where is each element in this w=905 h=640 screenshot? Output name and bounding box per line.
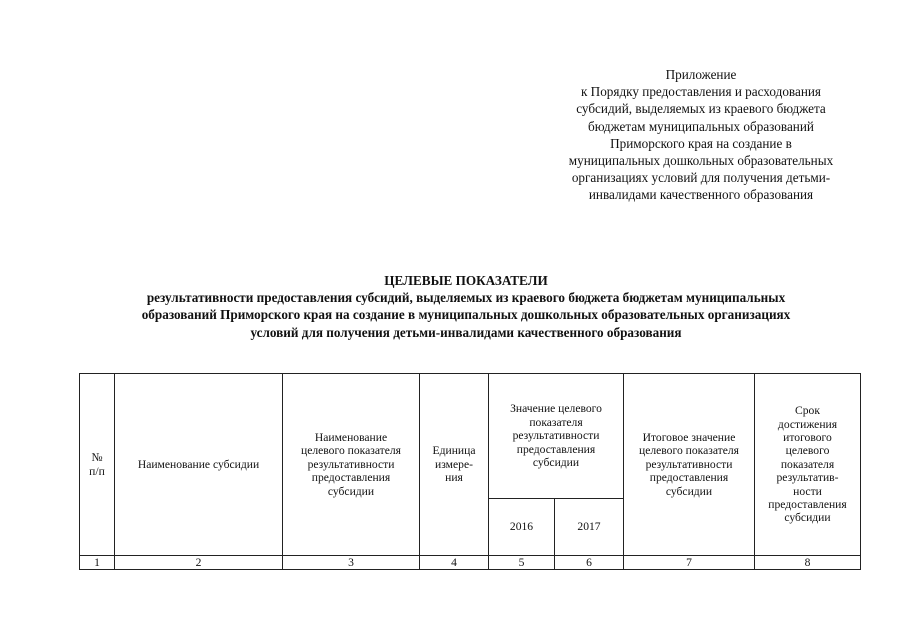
header-unit-line: Единица	[432, 444, 476, 458]
header-total-line: предоставления	[649, 471, 729, 485]
appendix-line: муниципальных дошкольных образовательных	[568, 153, 834, 169]
header-year-2017: 2017	[555, 499, 624, 556]
title-line: условий для получения детьми-инвалидами качественного образования	[250, 324, 682, 340]
column-number-6: 6	[555, 556, 624, 570]
header-deadline-line: предоставления	[768, 498, 847, 512]
header-unit-line: ния	[445, 471, 463, 485]
header-number-line: №	[91, 451, 103, 465]
header-deadline-line: субсидии	[784, 511, 831, 525]
header-deadline-line: достижения	[777, 417, 838, 431]
column-number-3: 3	[283, 556, 420, 570]
header-value-line: Значение целевого	[510, 402, 602, 416]
header-number-line: п/п	[89, 464, 105, 478]
header-value-line: результативности	[512, 429, 600, 443]
header-indicator-name	[283, 374, 420, 556]
appendix-line: к Порядку предоставления и расходования	[580, 84, 822, 100]
header-indicator-line: результативности	[307, 457, 395, 471]
header-year-2016: 2016	[489, 499, 555, 556]
column-number-2: 2	[115, 556, 283, 570]
column-number-5: 5	[489, 556, 555, 570]
appendix-line: организациях условий для получения детьми-	[571, 170, 831, 186]
header-indicator-line: субсидии	[327, 484, 375, 498]
appendix-line: Приложение	[665, 67, 737, 82]
header-deadline-line: результатив-	[776, 471, 839, 485]
header-deadline-line: целевого	[785, 444, 830, 458]
header-total-line: субсидии	[665, 484, 713, 498]
header-indicator-line: целевого показателя	[301, 444, 401, 458]
column-number-7: 7	[624, 556, 755, 570]
header-subsidy-name-text: Наименование субсидии	[137, 457, 260, 471]
header-number	[80, 374, 115, 556]
indicators-table	[79, 373, 861, 570]
document-title	[60, 272, 872, 341]
header-value-line: субсидии	[532, 456, 580, 470]
appendix-line: инвалидами качественного образования	[588, 187, 814, 203]
table-column-numbers-row	[80, 556, 861, 570]
header-unit	[420, 374, 489, 556]
appendix-line: субсидий, выделяемых из краевого бюджета	[576, 101, 826, 117]
header-value-line: предоставления	[516, 442, 596, 456]
column-number-1: 1	[80, 556, 115, 570]
title-line: образований Приморского края на создание в муниципальных дошкольных образовательных организациях	[141, 307, 791, 323]
header-unit-line: измере-	[435, 457, 473, 471]
appendix-note	[540, 66, 862, 204]
header-indicator-line: Наименование	[314, 430, 388, 444]
header-value-line: показателя	[529, 415, 583, 429]
header-indicator-line: предоставления	[311, 471, 391, 485]
header-total-value	[624, 374, 755, 556]
column-number-8: 8	[755, 556, 861, 570]
header-subsidy-name	[115, 374, 283, 556]
header-total-line: целевого показателя	[639, 444, 739, 458]
column-number-4: 4	[420, 556, 489, 570]
table-header-row	[80, 374, 861, 499]
title-line: результативности предоставления субсидий, выделяемых из краевого бюджета бюджетам муниципальных	[146, 290, 786, 306]
header-total-line: Итоговое значение	[642, 430, 736, 444]
header-deadline-line: показателя	[780, 457, 835, 471]
header-deadline-line: ности	[793, 484, 822, 498]
header-total-line: результативности	[645, 457, 733, 471]
header-deadline	[755, 374, 861, 556]
header-deadline-line: Срок	[795, 404, 820, 418]
title-heading: ЦЕЛЕВЫЕ ПОКАЗАТЕЛИ	[384, 273, 548, 288]
appendix-line: Приморского края на создание в	[610, 135, 792, 151]
appendix-line: бюджетам муниципальных образований	[588, 118, 814, 134]
header-indicator-value	[489, 374, 624, 499]
header-deadline-line: итогового	[783, 430, 832, 444]
